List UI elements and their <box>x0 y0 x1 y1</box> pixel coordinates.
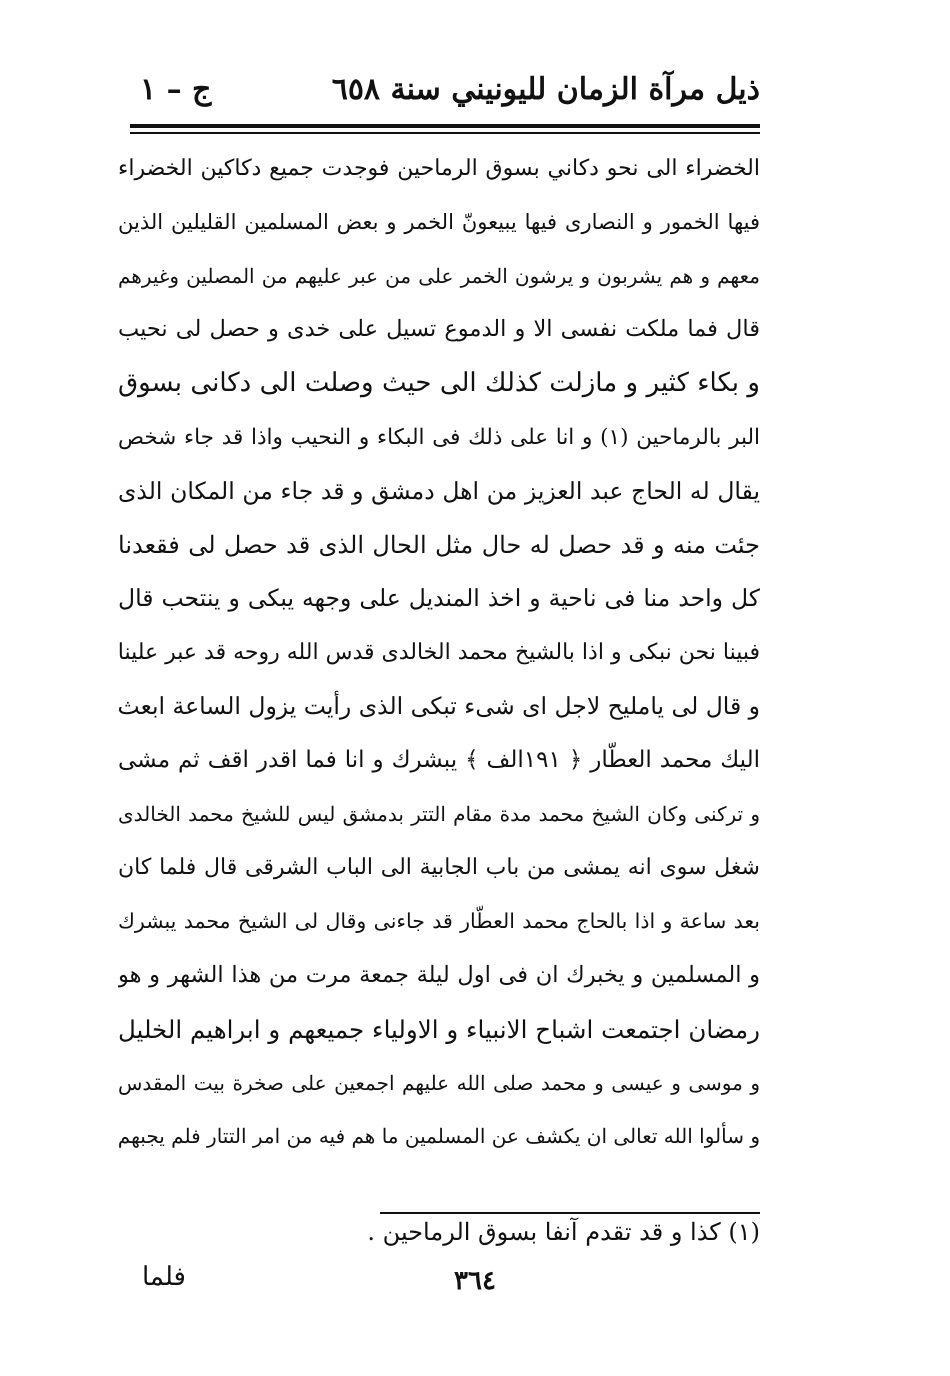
running-header <box>130 72 760 122</box>
body-line: رمضان اجتمعت اشباح الانبياء و الاولياء جميعهم و ابراهيم الخليل <box>118 1014 760 1044</box>
body-line: قال فما ملكت نفسى الا و الدموع تسيل على خدى و حصل لى نحيب <box>118 316 760 343</box>
body-text <box>118 142 760 1164</box>
body-line: و قال لى يامليح لاجل اى شىء تبكى الذى رأيت يزول الساعة ابعث <box>118 691 760 720</box>
body-line: البر بالرماحين (١) و انا على ذلك فى البكاء و النحيب واذا قد جاء شخص <box>118 424 760 450</box>
body-line: كل واحد منا فى ناحية و اخذ المنديل على وجهه يبكى و ينتحب قال <box>118 584 760 613</box>
body-line: و سألوا الله تعالى ان يكشف عن المسلمين ما هم فيه من امر التتار فلم يجبهم <box>118 1124 760 1149</box>
page-number: ٣٦٤ <box>454 1266 496 1296</box>
body-line: جئت منه و قد حصل له حال مثل الحال الذى قد حصل لى فقعدنا <box>118 530 760 559</box>
body-line: يقال له الحاج عبد العزيز من اهل دمشق و قد جاء من المكان الذى <box>118 476 760 505</box>
header-title: ذيل مرآة الزمان لليونيني سنة ٦٥٨ <box>331 72 760 107</box>
body-line: شغل سوى انه يمشى من باب الجابية الى الباب الشرقى قال فلما كان <box>118 855 760 881</box>
catchword: فلما <box>142 1262 186 1292</box>
body-line: و تركنى وكان الشيخ محمد مدة مقام التتر بدمشق ليس للشيخ محمد الخالدى <box>118 801 760 826</box>
body-line: و موسى و عيسى و محمد صلى الله عليهم اجمعين على صخرة بيت المقدس <box>118 1070 760 1095</box>
header-rule-thick <box>130 124 760 128</box>
body-line: و المسلمين و يخبرك ان فى اول ليلة جمعة مرت من هذا الشهر و هو <box>118 961 760 988</box>
body-line: فبينا نحن نبكى و اذا بالشيخ محمد الخالدى قدس الله روحه قد عبر علينا <box>118 640 760 666</box>
body-line: اليك محمد العطّار ﴿ ١٩١الف ﴾ يبشرك و انا فما اقدر اقف ثم مشى <box>118 746 760 773</box>
body-line: و بكاء كثير و مازلت كذلك الى حيث وصلت الى دكانى بسوق <box>118 368 760 399</box>
body-line: فيها الخمور و النصارى فيها يبيعونّ الخمر و بعض المسلمين القليلين الذين <box>118 209 760 234</box>
footnote: (١) كذا و قد تقدم آنفا بسوق الرماحين . <box>367 1218 760 1246</box>
header-volume: ج – ١ <box>140 72 212 107</box>
body-line: بعد ساعة و اذا بالحاج محمد العطّار قد جاءنى وقال لى الشيخ محمد يبشرك <box>118 909 760 934</box>
body-line: الخضراء الى نحو دكاني بسوق الرماحين فوجدت جميع دكاكين الخضراء <box>118 156 760 181</box>
footnote-rule <box>380 1212 760 1214</box>
body-line: معهم و هم يشربون و يرشون الخمر على من عبر عليهم من المصلين وغيرهم <box>118 263 760 288</box>
header-rule-thin <box>130 132 760 134</box>
